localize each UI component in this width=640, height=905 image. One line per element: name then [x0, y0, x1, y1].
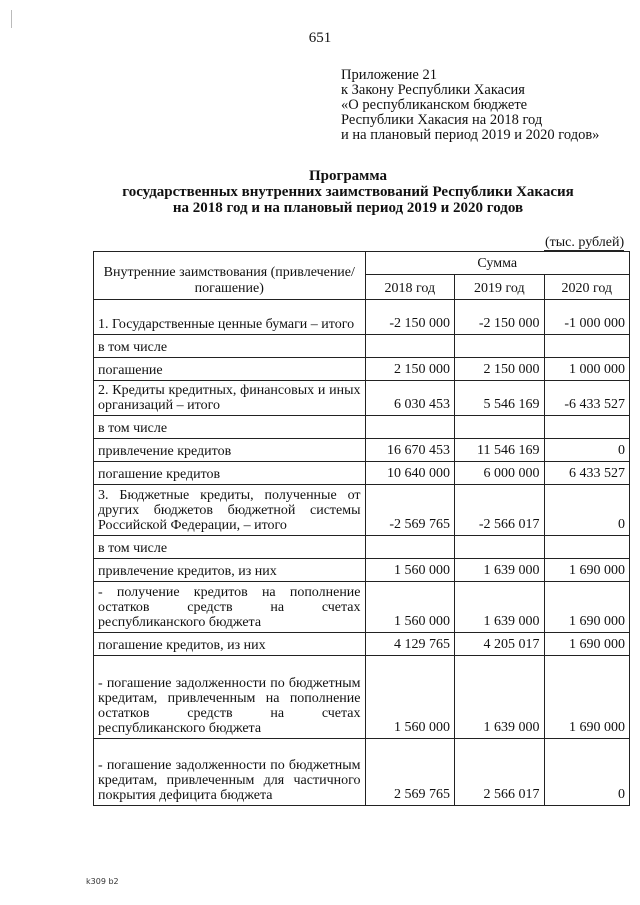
row-label: в том числе	[94, 416, 366, 439]
value-2020	[544, 335, 629, 358]
value-2019: 5 546 169	[455, 381, 545, 416]
table-row	[94, 416, 630, 439]
row-label: - погашение задолженности по бюджетным кредитам, привлеченным на пополнение остатков средств на счетах республиканского бюджета	[94, 656, 366, 739]
row-label: погашение кредитов, из них	[94, 633, 366, 656]
document-title	[98, 168, 598, 216]
value-2019: -2 566 017	[455, 485, 545, 536]
value-2019: 6 000 000	[455, 462, 545, 485]
value-2020: 1 690 000	[544, 559, 629, 582]
appendix-line: «О республиканском бюджете	[341, 97, 528, 113]
row-label: - погашение задолженности по бюджетным кредитам, привлеченным для частичного покрытия дефицита бюджета	[94, 739, 366, 806]
value-2020: 0	[544, 485, 629, 536]
value-2019	[455, 536, 545, 559]
value-2018: 16 670 453	[365, 439, 455, 462]
value-2018: 1 560 000	[365, 582, 455, 633]
appendix-line: и на плановый период 2019 и 2020 годов»	[341, 127, 600, 143]
value-2018: -2 150 000	[365, 300, 455, 335]
table-row	[94, 462, 630, 485]
appendix-line: Приложение 21	[341, 67, 437, 83]
value-2020	[544, 416, 629, 439]
row-label: погашение	[94, 358, 366, 381]
value-2019: 4 205 017	[455, 633, 545, 656]
header-year: 2020 год	[544, 275, 629, 300]
value-2020: -6 433 527	[544, 381, 629, 416]
row-label: 3. Бюджетные кредиты, полученные от других бюджетов бюджетной системы Российской Федерации, – итого	[94, 485, 366, 536]
footer-code: k309 b2	[86, 877, 119, 886]
value-2018: 4 129 765	[365, 633, 455, 656]
header-sum: Сумма	[365, 252, 629, 275]
value-2020: 1 690 000	[544, 582, 629, 633]
value-2018	[365, 416, 455, 439]
row-label: привлечение кредитов	[94, 439, 366, 462]
value-2020: 6 433 527	[544, 462, 629, 485]
header-year: 2018 год	[365, 275, 455, 300]
table-row	[94, 439, 630, 462]
value-2020: -1 000 000	[544, 300, 629, 335]
title-line: государственных внутренних заимствований Республики Хакасия	[122, 184, 574, 200]
header-year: 2019 год	[455, 275, 545, 300]
value-2020: 1 690 000	[544, 633, 629, 656]
row-label: 2. Кредиты кредитных, финансовых и иных организаций – итого	[94, 381, 366, 416]
appendix-line: Республики Хакасия на 2018 год	[341, 112, 543, 128]
borrowings-table	[93, 251, 630, 806]
value-2018: 2 569 765	[365, 739, 455, 806]
value-2019: 1 639 000	[455, 582, 545, 633]
unit-note: (тыс. рублей)	[545, 235, 625, 250]
value-2019: 1 639 000	[455, 559, 545, 582]
value-2019: 11 546 169	[455, 439, 545, 462]
table-row	[94, 536, 630, 559]
table-row	[94, 633, 630, 656]
title-line: на 2018 год и на плановый период 2019 и 2020 годов	[172, 200, 524, 216]
table-row	[94, 358, 630, 381]
value-2018: 2 150 000	[365, 358, 455, 381]
table-row	[94, 739, 630, 806]
value-2018: 1 560 000	[365, 559, 455, 582]
value-2018	[365, 536, 455, 559]
margin-mark	[11, 10, 12, 28]
value-2019: 2 566 017	[455, 739, 545, 806]
value-2018: 10 640 000	[365, 462, 455, 485]
value-2018: -2 569 765	[365, 485, 455, 536]
title-line: Программа	[309, 168, 387, 184]
value-2018: 6 030 453	[365, 381, 455, 416]
value-2019	[455, 335, 545, 358]
value-2020: 0	[544, 739, 629, 806]
value-2019: -2 150 000	[455, 300, 545, 335]
row-label: - получение кредитов на пополнение остатков средств на счетах республиканского бюджета	[94, 582, 366, 633]
row-label: 1. Государственные ценные бумаги – итого	[94, 300, 366, 335]
row-label: в том числе	[94, 335, 366, 358]
row-label: погашение кредитов	[94, 462, 366, 485]
table-row	[94, 656, 630, 739]
value-2019: 2 150 000	[455, 358, 545, 381]
value-2018	[365, 335, 455, 358]
header-label: Внутренние заимствования (привлечение/погашение)	[94, 252, 366, 300]
appendix-block	[341, 68, 599, 143]
table-row	[94, 381, 630, 416]
table-row	[94, 300, 630, 335]
table-row	[94, 485, 630, 536]
appendix-line: к Закону Республики Хакасия	[341, 82, 525, 98]
value-2020: 1 690 000	[544, 656, 629, 739]
value-2018: 1 560 000	[365, 656, 455, 739]
value-2020: 0	[544, 439, 629, 462]
row-label: привлечение кредитов, из них	[94, 559, 366, 582]
value-2020: 1 000 000	[544, 358, 629, 381]
value-2019: 1 639 000	[455, 656, 545, 739]
value-2019	[455, 416, 545, 439]
page-number: 651	[308, 30, 332, 46]
table-row	[94, 335, 630, 358]
row-label: в том числе	[94, 536, 366, 559]
table-row	[94, 559, 630, 582]
table-row	[94, 582, 630, 633]
value-2020	[544, 536, 629, 559]
